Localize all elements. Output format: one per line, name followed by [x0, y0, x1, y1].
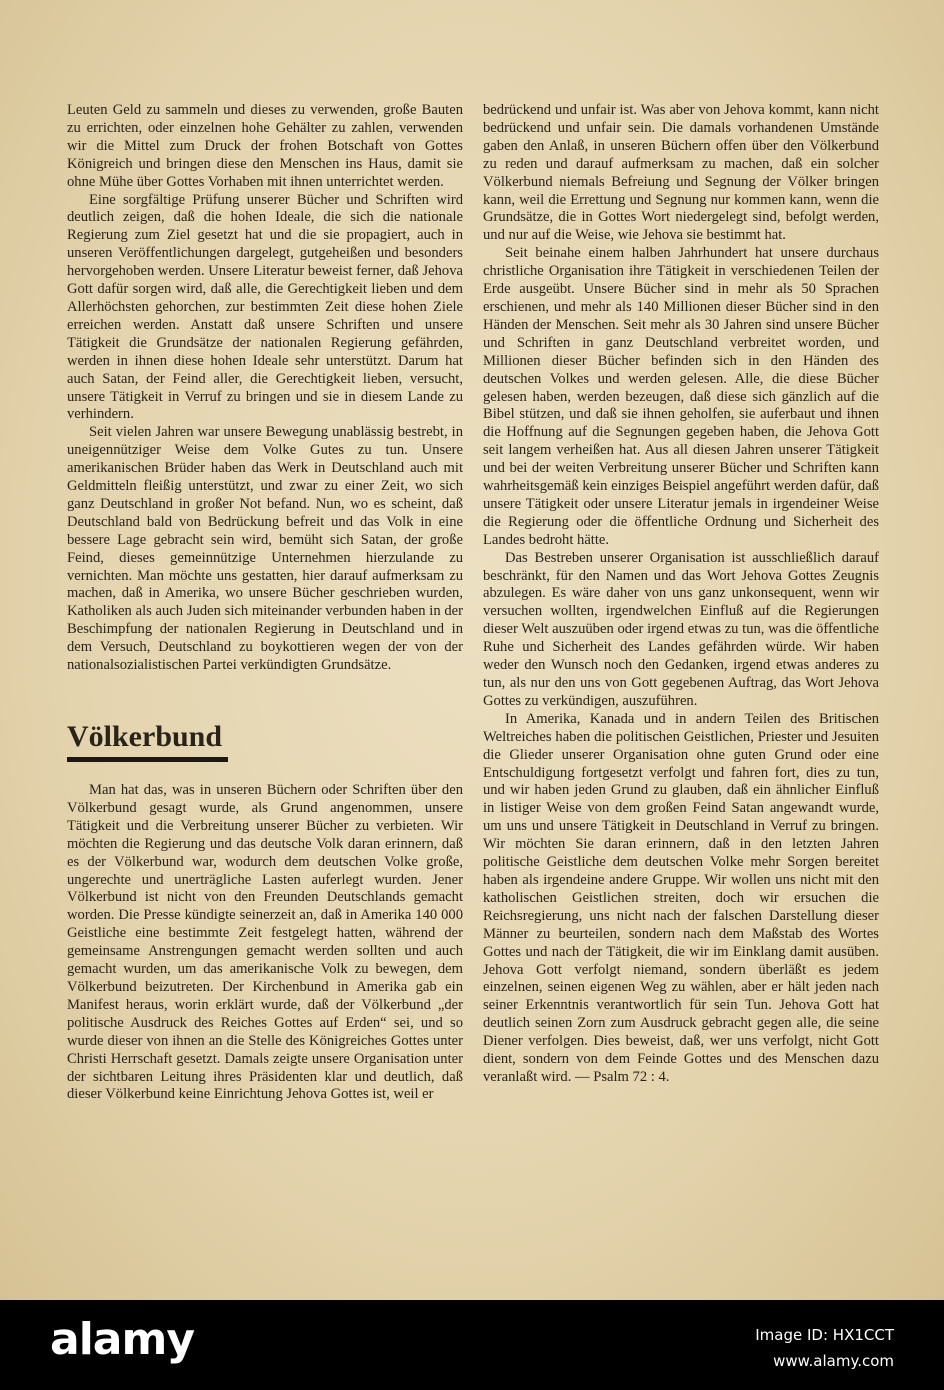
left-column: [67, 102, 463, 1104]
paragraph: Man hat das, was in unseren Büchern oder Schriften über den Völkerbund gesagt wurde, als Grund angenommen, unsere Tätigkeit und die Verbreitung unserer Bücher zu verbieten. Wir möchten die Regierung und das deutsche Volk daran erinnern, daß es der Völkerbund war, wodurch dem deutschen Volke große, ungerechte und unerträgliche Lasten auferlegt wurden. Jener Völkerbund ist nicht von den Freunden Deutschlands gemacht worden. Die Presse kündigte seinerzeit an, daß in Amerika 140 000 Geistliche eine bestimmte Zeit festgelegt hatten, während der gemeinsame Anstrengungen gemacht werden sollten und auch gemacht wurden, um das amerikanische Volk zu bewegen, dem Völkerbund beizutreten. Der Kirchenbund in Amerika gab ein Manifest heraus, worin erklärt wurde, daß der Völkerbund „der politische Ausdruck des Reiches Gottes auf Erden“ sei, und so wurde dieser von ihnen an die Stelle des Königreiches Gottes unter Christi Herrschaft gesetzt. Damals zeigte unsere Organisation unter der sichtbaren Leitung ihres Präsidenten klar und deutlich, daß dieser Völkerbund keine Einrichtung Jehova Gottes ist, weil er: [67, 782, 463, 1103]
alamy-logo: alamy: [50, 1314, 194, 1365]
image-info: [755, 1322, 894, 1374]
paragraph: Das Bestreben unserer Organisation ist ausschließlich darauf beschränkt, für den Namen und das Wort Jehova Gottes Zeugnis abzulegen. Es wäre daher von uns ganz unkonsequent, wenn wir versuchen wollten, irgendwelchen Einfluß auf die Regierungen dieser Welt auszuüben oder irgend etwas zu tun, was die öffentliche Ruhe und Sicherheit des Landes gefährden würde. Wir haben weder den Wunsch noch den Gedanken, irgend etwas anderes zu tun, als nur den uns von Gott gegebenen Auftrag, das Wort Jehova Gottes zu verkündigen, auszuführen.: [483, 549, 879, 709]
paragraph: In Amerika, Kanada und in andern Teilen des Britischen Weltreiches haben die politischen Geistlichen, Priester und Jesuiten die Glieder unserer Organisation ohne guten Grund oder eine Entschuldigung fortgesetzt verfolgt und fahren fort, dies zu tun, und wir haben jeden Grund zu glauben, daß ein ähnlicher Einfluß in listiger Weise von dem großen Feind Satan angewandt wurde, um uns und unsere Tätigkeit in Deutschland in Verruf zu bringen. Wir möchten Sie daran erinnern, daß in den letzten Jahren politische Geistliche dem deutschen Volke mehr Sorgen bereitet haben als irgendeine andere Gruppe. Wir wollen uns nicht mit den katholischen Geistlichen streiten, doch wir ersuchen die Reichsregierung, uns nicht nach der falschen Darstellung dieser Männer zu beurteilen, sondern nach dem Maßstab des Wortes Gottes und nach der Tätigkeit, die wir im Einklang damit ausüben. Jehova Gott verfolgt niemand, sondern überläßt es jedem einzelnen, seinen eigenen Weg zu wählen, aber er hält jeden nach seiner Erkenntnis verantwortlich für sein Tun. Jehova Gott hat deutlich seinen Zorn zum Ausdruck gebracht gegen alle, die seine Diener verfolgen. Dies beweist, daß, wer uns verfolgt, nicht Gott dient, sondern von dem Feinde Gottes und des Menschen dazu veranlaßt wird. — Psalm 72 : 4.: [483, 710, 879, 1085]
paragraph: Leuten Geld zu sammeln und dieses zu verwenden, große Bauten zu errichten, oder einzelnen hohe Gehälter zu zahlen, verwenden wir die Mittel zum Druck der frohen Botschaft von Gottes Königreich und bringen diese den Menschen ins Haus, damit sie ohne Mühe über Gottes Vorhaben mit ihnen unterrichtet werden.: [67, 102, 463, 190]
section-heading: Völkerbund: [67, 719, 228, 762]
paragraph: Seit vielen Jahren war unsere Bewegung unablässig bestrebt, in uneigennütziger Weise dem Volke Gutes zu tun. Unsere amerikanischen Brüder haben das Werk in Deutschland auch mit Geldmitteln fleißig unterstützt, und zwar zu einer Zeit, wo sich ganz Deutschland in großer Not befand. Nun, wo es scheint, daß Deutschland bald von Bedrückung befreit und das Volk in eine bessere Lage gebracht sein wird, bemüht sich Satan, der große Feind, dieses gemeinnützige Unternehmen hierzulande zu vernichten. Man möchte uns gestatten, hier darauf aufmerksam zu machen, daß in Amerika, wo unsere Bücher geschrieben wurden, Katholiken als auch Juden sich miteinander verbunden haben in der Beschimpfung der nationalen Regierung in Deutschland und in dem Versuch, Deutschland zu boykottieren wegen der von der nationalsozialistischen Partei verkündigten Grundsätze.: [67, 424, 463, 674]
stock-banner: [0, 1300, 944, 1390]
right-column: [483, 102, 879, 1087]
paragraph: bedrückend und unfair ist. Was aber von Jehova kommt, kann nicht bedrückend und unfair sein. Die damals vorhandenen Umstände gaben den Anlaß, in unseren Büchern offen über den Völkerbund zu reden und darauf aufmerksam zu machen, daß ein solcher Völkerbund niemals Befreiung und Segnung der Völker bringen kann, weil die Errettung und Segnung nur kommen kann, wenn die Grundsätze, die in Gottes Wort niedergelegt sind, befolgt werden, und nur auf die Weise, wie Jehova sie bestimmt hat.: [483, 102, 879, 244]
image-id: Image ID: HX1CCT: [755, 1326, 894, 1344]
paragraph: Seit beinahe einem halben Jahrhundert hat unsere durchaus christliche Organisation ihre Tätigkeit in verschiedenen Teilen der Erde ausgeübt. Unsere Bücher sind in mehr als 50 Sprachen erschienen, und mehr als 140 Millionen dieser Bücher sind in den Händen der Menschen. Seit mehr als 30 Jahren sind unsere Bücher und Schriften in ganz Deutschland verbreitet worden, und Millionen dieser Bücher befinden sich in den Händen des deutschen Volkes und werden gelesen. Alle, die diese Bücher gelesen haben, werden bezeugen, daß diese sich gänzlich auf die Bibel stützen, und daß sie ihnen geholfen, sie auferbaut und ihnen die Hoffnung auf die Segnungen gegeben haben, die Jehova Gott seit langem verheißen hat. Aus all diesen Jahren unserer Tätigkeit und bei der weiten Verbreitung unserer Bücher und Schriften kann wahrheitsgemäß kein einziges Beispiel angeführt werden dafür, daß unsere Tätigkeit oder unsere Literatur jemals in irgendeiner Weise die Regierung oder die öffentliche Ordnung und Sicherheit des Landes bedroht hätte.: [483, 245, 879, 548]
site-url: www.alamy.com: [773, 1352, 894, 1370]
paragraph: Eine sorgfältige Prüfung unserer Bücher und Schriften wird deutlich zeigen, daß die hohen Ideale, die sich die nationale Regierung zum Ziel gesetzt hat und die sie propagiert, auch in unseren Veröffentlichungen dargelegt, gutgeheißen und besonders hervorgehoben werden. Unsere Literatur beweist ferner, daß Jehova Gott dafür sorgen wird, daß alle, die Gerechtigkeit lieben und dem Allerhöchsten gehorchen, zur bestimmten Zeit diese hohen Ziele erreichen werden. Anstatt daß unsere Schriften und unsere Tätigkeit die Grundsätze der nationalen Regierung gefährden, werden in ihnen diese hohen Ideale sehr unterstützt. Darum hat auch Satan, der Feind aller, die Gerechtigkeit lieben, versucht, unsere Tätigkeit in Verruf zu bringen und sie in diesem Lande zu verhindern.: [67, 191, 463, 423]
